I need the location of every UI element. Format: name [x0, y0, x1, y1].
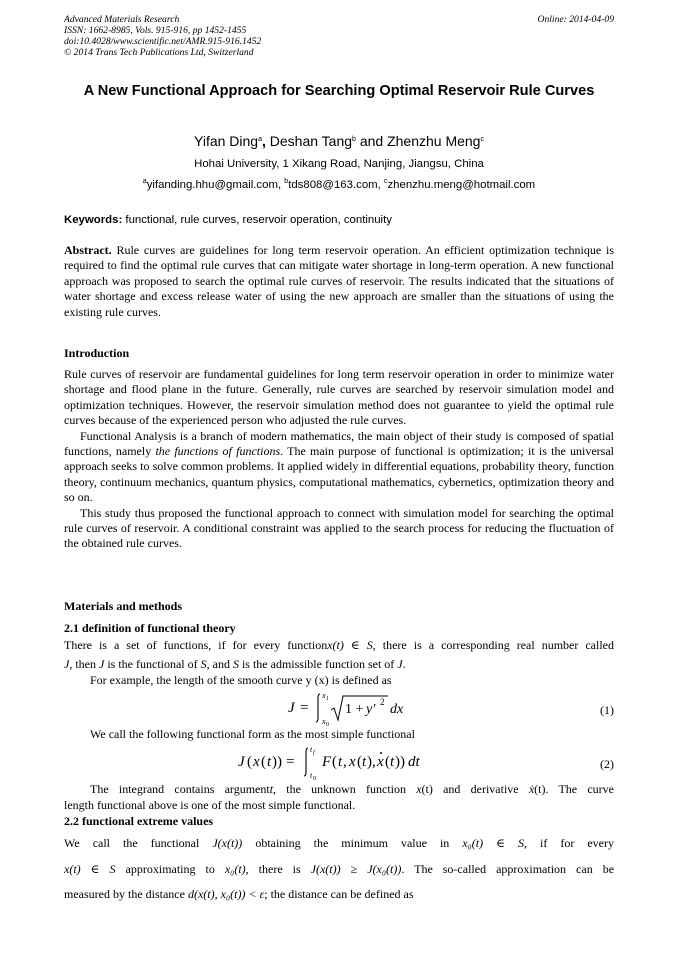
svg-text:x: x	[377, 754, 384, 770]
email-link[interactable]: yifanding.hhu@gmail.com	[146, 179, 278, 191]
svg-text:J: J	[238, 754, 245, 770]
functional-intro-line: We call the following functional form as the most simple functional	[90, 727, 415, 741]
intro-paragraph-1: Rule curves of reservoir are fundamental guidelines for long term reservoir operation in order to minimize water shortage and flood plane in the future. Generally, rule curves are searched by reservoir simulation model and optimization techniques. However, the reservoir simulation method does not guarantee to yield the optimal rule curves because of the experienced person who adjusted the rule curves.	[64, 367, 614, 428]
text-run: measured by the distance	[64, 887, 185, 901]
text-run: The integrand contains argument	[90, 782, 270, 796]
svg-text:y′: y′	[366, 702, 376, 717]
text-run: (t) and derivative	[421, 782, 519, 796]
svg-text:f: f	[313, 750, 315, 756]
abstract-text: Rule curves are guidelines for long term reservoir operation. An efficient optimization technique is required to find the optimal rule curves that can mitigate water shortage in long-term operation. A new functional approach was proposed to search the optimal rule curves of reservoir. The results indicated that the situations of water shortage and excess release water of using the new approach are smaller than the situations of using the existing rule curves.	[64, 243, 614, 319]
svg-text:x: x	[349, 754, 356, 770]
email-list: $^a$yifanding.hhu@gmail.com, $^b$tds808@163.com, $^c$zhenzhu.meng@hotmail.com	[142, 178, 536, 191]
svg-text:t: t	[310, 745, 313, 754]
extreme-line-2	[64, 862, 614, 877]
doi-line[interactable]: doi:10.4028/www.scientific.net/AMR.915-916.1452	[64, 36, 262, 47]
intro-p2-text: Functional Analysis is a branch of modern mathematics, the main object of their study is composed of spatial functions, namely	[64, 428, 614, 459]
abstract	[64, 243, 614, 320]
equation-1-number: (1)	[600, 703, 614, 717]
equation-1	[288, 690, 418, 730]
affiliation: Hohai University, 1 Xikang Road, Nanjing, Jiangsu, China	[194, 158, 484, 170]
section-2-2-heading: 2.2 functional extreme values	[64, 814, 214, 828]
email-sup: a	[142, 178, 147, 185]
email-link[interactable]: tds808@163.com	[288, 179, 378, 191]
intro-paragraph-3: This study thus proposed the functional approach to connect with simulation model for searching the optimal rule curves of reservoir. A conditional constraint was applied to the search process for reducing the fluctuation of the obtained rule curves.	[64, 505, 614, 551]
abstract-label: Abstract.	[64, 243, 112, 257]
author-sup: c	[480, 136, 484, 143]
keywords-text: functional, rule curves, reservoir operation, continuity	[125, 214, 392, 226]
intro-paragraph-2	[64, 429, 614, 506]
definition-line-2	[64, 657, 614, 672]
text-run: There is a set of functions, if for every function	[64, 638, 328, 652]
svg-text:x: x	[322, 717, 326, 726]
math-J: J	[64, 657, 70, 671]
svg-text:dx: dx	[390, 702, 404, 717]
email-sup: c	[383, 178, 388, 185]
text-run: is the functional of	[107, 657, 198, 671]
text-run: , there is	[245, 862, 301, 876]
svg-text:(: (	[385, 754, 390, 770]
introduction-heading: Introduction	[64, 346, 130, 360]
curve-length-line: length functional above is one of the most simple functional.	[64, 798, 356, 812]
example-line: For example, the length of the smooth curve y (x) is defined as	[90, 673, 392, 687]
svg-text:(: (	[247, 754, 252, 770]
author-sup: a	[258, 136, 262, 143]
svg-text:)): ))	[272, 754, 282, 770]
paper-title: A New Functional Approach for Searching Optimal Reservoir Rule Curves	[83, 83, 595, 99]
svg-text:2: 2	[380, 697, 385, 707]
extreme-line-1	[64, 836, 614, 851]
keywords	[64, 214, 392, 226]
author-name: Deshan Tang	[269, 133, 353, 149]
email-link[interactable]: zhenzhu.meng@hotmail.com	[387, 179, 536, 191]
svg-text:F: F	[322, 754, 332, 770]
equation-1-graphic	[288, 690, 418, 726]
svg-text:t: t	[390, 754, 395, 770]
author-name: Zhenzhu Meng	[387, 133, 481, 149]
math-x0-in-S: x₀(t) ∈ S	[462, 836, 525, 850]
extreme-line-3	[64, 887, 614, 902]
svg-text:x: x	[253, 754, 260, 770]
author-list: Yifan Ding$^a$, Deshan Tang$^b$ and Zhenzhu Meng$^c$	[194, 133, 484, 149]
copyright-line: © 2014 Trans Tech Publications Ltd, Switzerland	[64, 47, 254, 58]
methods-heading: Materials and methods	[64, 599, 182, 613]
text-run: , and	[206, 657, 230, 671]
svg-text:x: x	[322, 691, 326, 700]
equation-2-graphic	[238, 744, 448, 780]
text-run: , if for every	[524, 836, 614, 850]
math-x-in-S: x(t) ∈ S	[64, 862, 116, 876]
text-run: is the admissible function set of	[241, 657, 395, 671]
math-x: x	[416, 782, 422, 796]
text-run: We call the functional	[64, 836, 200, 850]
text-run: .	[402, 657, 406, 671]
math-Jx: J(x(t))	[212, 836, 243, 850]
svg-text:=: =	[300, 700, 309, 716]
svg-text:0: 0	[326, 722, 329, 726]
svg-text:t: t	[310, 771, 313, 780]
svg-text:1 +: 1 +	[345, 702, 364, 717]
svg-text:(: (	[261, 754, 266, 770]
integrand-line	[90, 782, 614, 797]
svg-text:t: t	[362, 754, 367, 770]
math-distance: d(x(t), x₀(t)) < ε	[187, 887, 265, 901]
equation-2-number: (2)	[600, 757, 614, 771]
text-run: , there is a corresponding real number called	[372, 638, 614, 652]
math-inequality: J(x(t)) ≥ J(x₀(t))	[310, 862, 402, 876]
svg-text:,: ,	[343, 754, 347, 770]
intro-p2-text: . The main purpose of functional is optimization; it is the universal approach seeks to solve common problems. It applied widely in differential equations, probability theory, function theory, continuum mechanics, quantum physics, computational mathematics, cybernetics, optimization theory and so on.	[64, 444, 614, 505]
introduction-body	[64, 367, 614, 552]
text-run: obtaining the minimum value in	[255, 836, 450, 850]
svg-text:)): ))	[395, 754, 405, 770]
author-name: Yifan Ding	[194, 133, 259, 149]
keywords-label: Keywords:	[64, 214, 123, 226]
text-run: ; the distance can be defined as	[264, 887, 414, 901]
svg-text:t: t	[267, 754, 272, 770]
email-sup: b	[284, 178, 289, 185]
math-t: t	[269, 782, 274, 796]
svg-text:J: J	[288, 700, 295, 716]
math-S: S	[200, 657, 207, 671]
math-J: J	[397, 657, 403, 671]
text-run: , the unknown function	[273, 782, 406, 796]
svg-text:(: (	[332, 754, 337, 770]
journal-name: Advanced Materials Research	[64, 14, 180, 25]
equation-2	[238, 744, 448, 784]
text-run: , then	[69, 657, 96, 671]
journal-meta	[64, 14, 261, 58]
svg-text:(: (	[357, 754, 362, 770]
text-run: (t). The curve	[534, 782, 614, 796]
math-J: J	[99, 657, 105, 671]
svg-text:t: t	[338, 754, 343, 770]
intro-p2-emphasis: the functions of functions	[155, 444, 281, 459]
math-x0: x₀(t)	[224, 862, 246, 876]
text-run: approximating to	[125, 862, 215, 876]
section-2-1-heading: 2.1 definition of functional theory	[64, 621, 236, 635]
svg-text:=: =	[286, 754, 295, 770]
math-xdot: ẋ	[528, 782, 535, 796]
issn-line: ISSN: 1662-8985, Vols. 915-916, pp 1452-1455	[64, 25, 247, 36]
svg-text:dt: dt	[408, 754, 420, 770]
author-sup: b	[352, 136, 356, 143]
definition-line-1	[64, 638, 614, 653]
svg-text:0: 0	[313, 776, 316, 780]
text-run: . The so-called approximation can be	[401, 862, 615, 876]
svg-text:),: ),	[367, 754, 376, 770]
math-S: S	[232, 657, 239, 671]
math-x-in-S: x(t) ∈ S	[327, 638, 373, 652]
svg-text:1: 1	[326, 696, 329, 702]
online-date: Online: 2014-04-09	[537, 14, 614, 25]
